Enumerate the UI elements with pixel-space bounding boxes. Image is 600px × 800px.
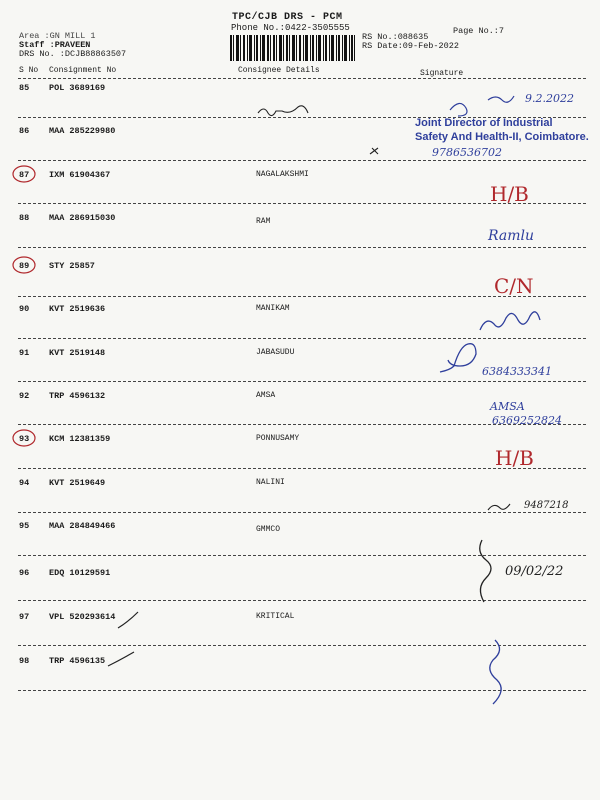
row-consignee: RAM bbox=[256, 217, 271, 226]
column-consignee: Consignee Details bbox=[238, 66, 320, 75]
row-consignment: KVT 2519148 bbox=[49, 348, 106, 358]
handwritten-signature: AMSA bbox=[490, 400, 525, 413]
row-86-initial-scrawl bbox=[450, 103, 467, 116]
handwritten-date: 9.2.2022 bbox=[525, 92, 574, 105]
row-sno: 89 bbox=[19, 261, 30, 271]
handwritten-cn: C/N bbox=[494, 274, 534, 298]
row-consignment: IXM 61904367 bbox=[49, 170, 111, 180]
row-consignee: NALINI bbox=[256, 478, 285, 487]
row-86-tick-mark bbox=[370, 148, 378, 154]
row-91-signature-scrawl bbox=[440, 344, 476, 372]
row-93-circle-mark bbox=[13, 430, 35, 446]
row-consignment: EDQ 10129591 bbox=[49, 568, 111, 578]
row-sno: 90 bbox=[19, 304, 30, 314]
row-consignment: MAA 286915030 bbox=[49, 213, 116, 223]
row-sno: 97 bbox=[19, 612, 30, 622]
stamp-line-1: Joint Director of Industrial bbox=[415, 117, 553, 129]
row-consignment: KVT 2519636 bbox=[49, 304, 106, 314]
row-sno: 86 bbox=[19, 126, 30, 136]
row-96-signature-scrawl bbox=[480, 540, 491, 602]
row-consignment: MAA 285229980 bbox=[49, 126, 116, 136]
rs-number: RS No.:088635 bbox=[362, 32, 429, 42]
row-consignment: TRP 4596135 bbox=[49, 656, 106, 666]
sheet-title: TPC/CJB DRS - PCM bbox=[232, 12, 343, 23]
row-sno: 85 bbox=[19, 83, 30, 93]
row-consignee: AMSA bbox=[256, 391, 276, 400]
row-98-tick-mark bbox=[108, 652, 134, 666]
row-86-signature-scrawl bbox=[258, 106, 308, 116]
drs-number: DRS No. :DCJB88863507 bbox=[19, 49, 127, 59]
handwritten-phone: 9487218 bbox=[524, 500, 569, 511]
handwritten-date: 09/02/22 bbox=[505, 564, 564, 579]
row-89-circle-mark bbox=[13, 257, 35, 273]
row-sno: 96 bbox=[19, 568, 30, 578]
row-consignee: GMMCO bbox=[256, 525, 281, 534]
row-97-tick-mark bbox=[118, 612, 138, 628]
row-sno: 94 bbox=[19, 478, 30, 488]
column-signature: Signature bbox=[420, 69, 464, 78]
stamp-line-2: Safety And Health-II, Coimbatore. bbox=[415, 131, 589, 143]
column-consignment: Consignment No bbox=[49, 66, 117, 75]
row-94-signature-scrawl bbox=[488, 504, 510, 510]
row-sno: 92 bbox=[19, 391, 30, 401]
official-stamp bbox=[415, 116, 589, 144]
area-field: Area :GN MILL 1 bbox=[19, 31, 96, 41]
row-consignee: NAGALAKSHMI bbox=[256, 170, 309, 179]
row-consignee: MANIKAM bbox=[256, 304, 290, 313]
row-87-circle-mark bbox=[13, 166, 35, 182]
row-consignment: KVT 2519649 bbox=[49, 478, 106, 488]
handwritten-phone: 6384333341 bbox=[482, 365, 552, 378]
row-consignment: MAA 284849466 bbox=[49, 521, 116, 531]
row-consignee: JABASUDU bbox=[256, 348, 295, 357]
row-sno: 87 bbox=[19, 170, 30, 180]
handwritten-hb: H/B bbox=[495, 446, 534, 470]
handwritten-phone: 6369252824 bbox=[492, 414, 562, 427]
handwritten-phone: 9786536702 bbox=[432, 146, 502, 159]
column-sno: S No bbox=[19, 66, 39, 75]
row-consignment: KCM 12381359 bbox=[49, 434, 111, 444]
handwritten-hb: H/B bbox=[490, 182, 529, 206]
row-consignment: VPL 520293614 bbox=[49, 612, 116, 622]
row-85-signature-scrawl bbox=[488, 96, 514, 102]
row-90-signature-scrawl bbox=[480, 312, 540, 330]
staff-field: Staff :PRAVEEN bbox=[19, 40, 91, 50]
row-sno: 98 bbox=[19, 656, 30, 666]
page-number: Page No.:7 bbox=[453, 26, 505, 36]
handwritten-signature: Ramlu bbox=[488, 228, 534, 244]
rs-date: RS Date:09-Feb-2022 bbox=[362, 41, 459, 51]
phone-number: Phone No.:0422-3505555 bbox=[231, 23, 350, 33]
row-sno: 88 bbox=[19, 213, 30, 223]
row-consignment: POL 3689169 bbox=[49, 83, 106, 93]
row-consignment: TRP 4596132 bbox=[49, 391, 106, 401]
row-sno: 93 bbox=[19, 434, 30, 444]
row-consignment: STY 25857 bbox=[49, 261, 95, 271]
row-98-signature-scrawl bbox=[490, 640, 501, 704]
row-consignee: PONNUSAMY bbox=[256, 434, 300, 443]
row-consignee: KRITICAL bbox=[256, 612, 295, 621]
row-sno: 91 bbox=[19, 348, 30, 358]
row-sno: 95 bbox=[19, 521, 30, 531]
